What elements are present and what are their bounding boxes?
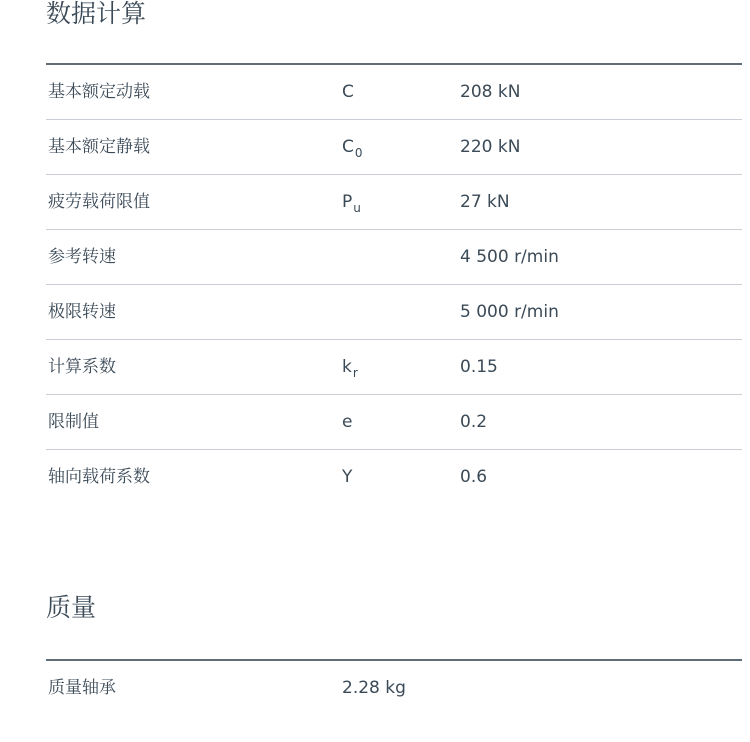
row-value: 27 kN xyxy=(460,192,510,212)
calculation-title: 数据计算 xyxy=(46,0,147,28)
table-row-bearing-mass xyxy=(46,661,742,715)
row-value: 4 500 r/min xyxy=(460,247,559,267)
row-value: 0.2 xyxy=(460,412,488,432)
row-label: 限制值 xyxy=(48,412,99,432)
row-value: 0.6 xyxy=(460,467,488,487)
row-value: 5 000 r/min xyxy=(460,302,559,322)
row-label: 极限转速 xyxy=(48,302,116,322)
calculation-section xyxy=(46,0,742,504)
row-symbol: Y xyxy=(342,467,353,487)
table-row-limiting-value xyxy=(46,395,742,450)
table-row-reference-speed xyxy=(46,230,742,285)
table-row-axial-load-factor xyxy=(46,450,742,504)
row-label: 计算系数 xyxy=(48,357,116,377)
row-value: 2.28 kg xyxy=(342,678,406,698)
table-row-limiting-speed xyxy=(46,285,742,340)
row-label: 基本额定动载 xyxy=(48,82,150,102)
mass-section xyxy=(46,592,742,715)
row-symbol: $C_0$ xyxy=(342,137,363,160)
row-label: 疲劳载荷限值 xyxy=(48,192,150,212)
row-value: 208 kN xyxy=(460,82,521,102)
row-symbol: C xyxy=(342,82,354,102)
row-symbol: $P_u$ xyxy=(342,192,361,215)
row-symbol: e xyxy=(342,412,353,432)
row-label: 参考转速 xyxy=(48,247,116,267)
row-label: 基本额定静载 xyxy=(48,137,150,157)
row-label: 轴向载荷系数 xyxy=(48,467,150,487)
table-row-fatigue-limit xyxy=(46,175,742,230)
row-value: 220 kN xyxy=(460,137,521,157)
row-symbol: $k_r$ xyxy=(342,357,358,380)
table-row-static-load xyxy=(46,120,742,175)
table-row-calculation-factor xyxy=(46,340,742,395)
mass-title: 质量 xyxy=(46,593,97,622)
table-row-dynamic-load xyxy=(46,65,742,120)
row-label: 质量轴承 xyxy=(48,678,116,698)
row-value: 0.15 xyxy=(460,357,498,377)
